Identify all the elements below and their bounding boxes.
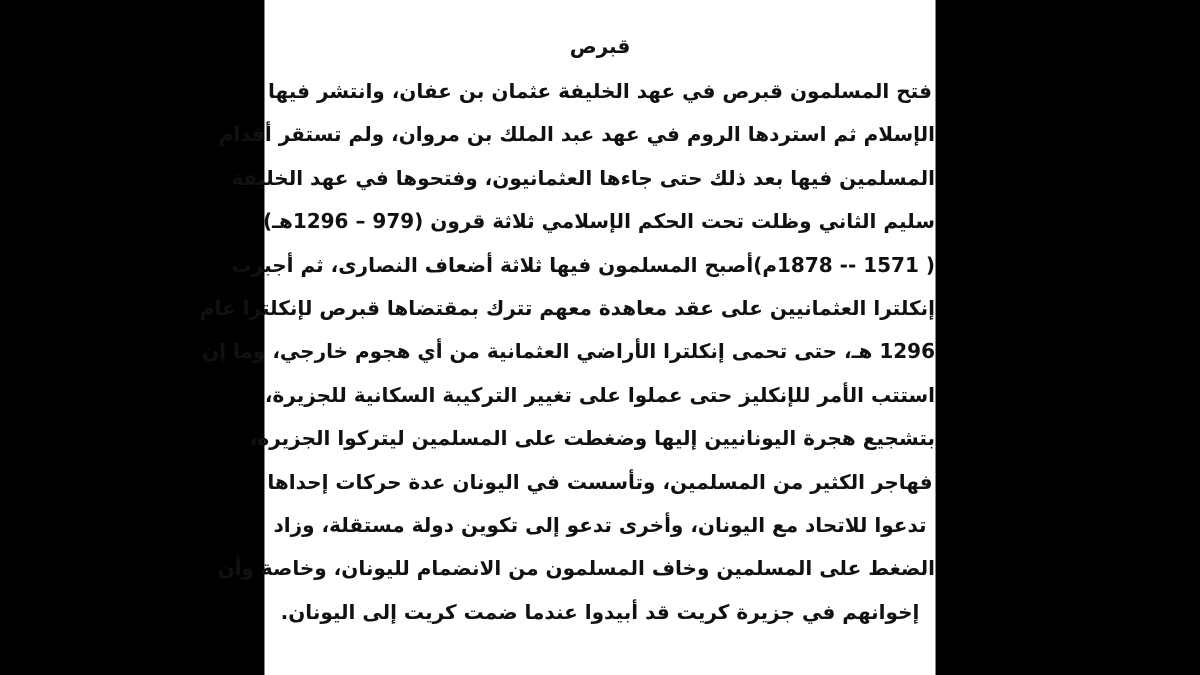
text-line: فهاجر الكثير من المسلمين، وتأسست في اليونان عدة حركات إحداها — [267, 469, 933, 494]
text-line: إنكلترا العثمانيين على عقد معاهدة معهم تترك بمقتضاها قبرص لإنكلترا عام — [199, 295, 935, 320]
text-line: استتب الأمر للإنكليز حتى عملوا على تغيير التركيبة السكانية للجزيرة، — [264, 382, 935, 407]
text-line: بتشجيع هجرة اليونانيين إليها وضغطت على المسلمين ليتركوا الجزيرة، — [249, 426, 935, 451]
text-line: الإسلام ثم استردها الروم في عهد عبد الملك بن مروان، ولم تستقر أقدام — [218, 122, 935, 147]
document-body — [199, 70, 935, 634]
document-title: قبرص — [569, 34, 631, 58]
text-line: الضغط على المسلمين وخاف المسلمون من الانضمام لليونان، وخاصة وأن — [217, 556, 935, 581]
text-line: إخوانهم في جزيرة كريت قد أبيدوا عندما ضمت كريت إلى اليونان. — [280, 599, 920, 624]
text-line: تدعوا للاتحاد مع اليونان، وأخرى تدعو إلى تكوين دولة مستقلة، وزاد — [273, 512, 927, 537]
document-page — [199, 0, 936, 675]
text-line: 1296 هـ، حتى تحمى إنكلترا الأراضي العثمانية من أي هجوم خارجي، وما إن — [202, 339, 935, 364]
text-line: المسلمين فيها بعد ذلك حتى جاءها العثمانيون، وفتحوها في عهد الخليفة — [231, 165, 935, 190]
text-line: فتح المسلمون قبرص في عهد الخليفة عثمان بن عفان، وانتشر فيها — [268, 79, 932, 103]
text-line: سليم الثاني وظلت تحت الحكم الإسلامي ثلاثة قرون (979 – 1296هـ) — [262, 209, 935, 234]
text-line: ( 1571 -- 1878م)أصبح المسلمون فيها ثلاثة أضعاف النصارى، ثم أجبرت — [231, 252, 935, 277]
